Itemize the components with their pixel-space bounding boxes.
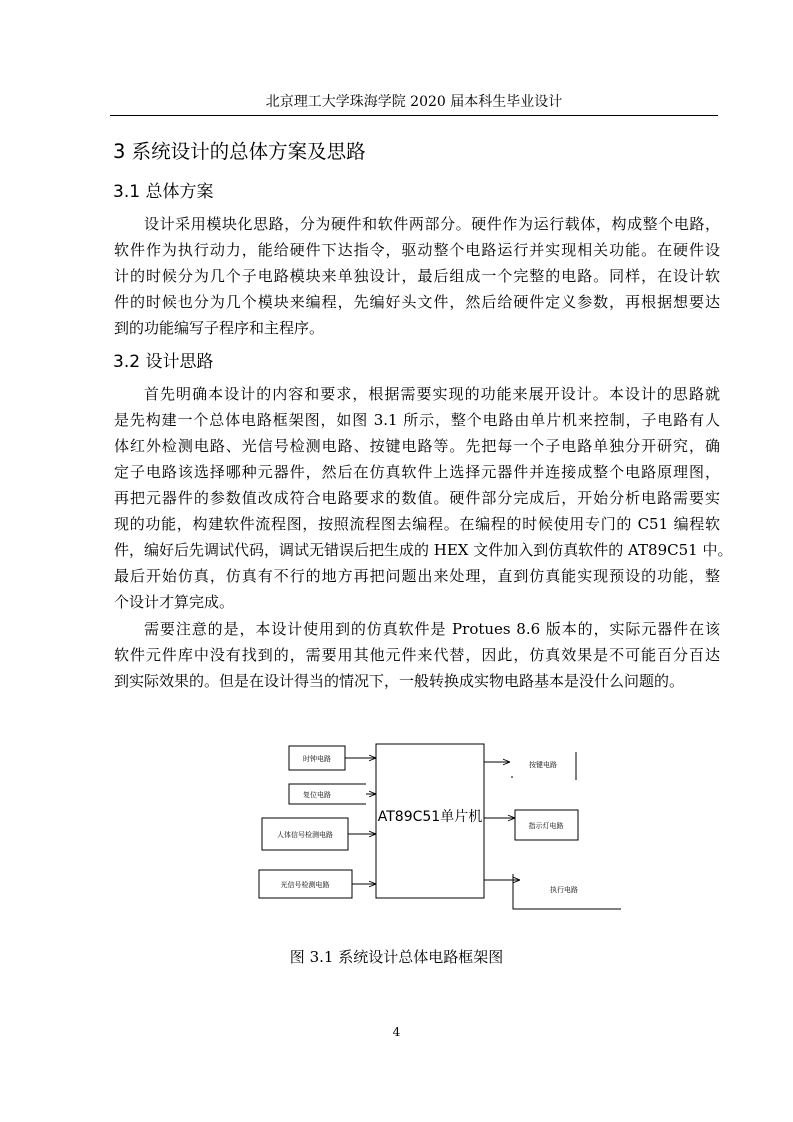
- text-line: 最后开始仿真，仿真有不行的地方再把问题出来处理，直到仿真能实现预设的功能，整: [114, 567, 720, 585]
- input-label: 复位电路: [303, 791, 331, 799]
- figure-caption: 图 3.1 系统设计总体电路框架图: [289, 948, 504, 966]
- output-label: 指示灯电路: [528, 822, 564, 830]
- text-line: 首先明确本设计的内容和要求，根据需要实现的功能来展开设计。本设计的思路就: [144, 385, 720, 403]
- text-line: 到实际效果的。但是在设计得当的情况下，一般转换成实物电路基本是没什么问题的。: [114, 672, 685, 690]
- output-label: 按键电路: [529, 761, 557, 769]
- mcu-label: AT89C51单片机: [377, 809, 483, 825]
- text-line: 现的功能，构建软件流程图，按照流程图去编程。在编程的时候使用专门的 C51 编程软: [114, 515, 720, 533]
- text-line: 软件作为执行动力，能给硬件下达指令，驱动整个电路运行并实现相关功能。在硬件设: [114, 241, 720, 259]
- running-header: 北京理工大学珠海学院 2020 届本科生毕业设计: [265, 94, 563, 110]
- text-line: 到的功能编写子程序和主程序。: [114, 319, 325, 337]
- text-line: 定子电路该选择哪种元器件，然后在仿真软件上选择元器件并连接成整个电路原理图，: [114, 463, 720, 481]
- text-line: 件，编好后先调试代码，调试无错误后把生成的 HEX 文件加入到仿真软件的 AT89C51 中。: [114, 541, 733, 559]
- text-line: 个设计才算完成。: [114, 593, 235, 611]
- text-line: 需要注意的是，本设计使用到的仿真软件是 Protues 8.6 版本的，实际元器件在该: [144, 620, 720, 638]
- text-line: 设计采用模块化思路，分为硬件和软件两部分。硬件作为运行载体，构成整个电路，: [144, 215, 720, 233]
- output-label: 执行电路: [550, 886, 578, 894]
- text-line: 软件元件库中没有找到的，需要用其他元件来代替，因此，仿真效果是不可能百分百达: [114, 646, 720, 664]
- subsection-title-3-1: 3.1 总体方案: [113, 182, 214, 202]
- section-title: 3 系统设计的总体方案及思路: [113, 140, 366, 163]
- page-number: 4: [392, 1025, 401, 1039]
- input-label: 光信号检测电路: [280, 881, 330, 889]
- input-label: 时钟电路: [303, 755, 331, 763]
- text-line: 体红外检测电路、光信号检测电路、按键电路等。先把每一个子电路单独分开研究，确: [114, 437, 720, 455]
- subsection-title-3-2: 3.2 设计思路: [113, 352, 214, 372]
- text-line: 是先构建一个总体电路框架图，如图 3.1 所示，整个电路由单片机来控制，子电路有人: [114, 411, 720, 429]
- text-line: 再把元器件的参数值改成符合电路要求的数值。硬件部分完成后，开始分析电路需要实: [114, 489, 720, 507]
- input-label: 人体信号检测电路: [277, 831, 333, 839]
- text-line: 计的时候分为几个子电路模块来单独设计，最后组成一个完整的电路。同样，在设计软: [114, 267, 720, 285]
- text-line: 件的时候也分为几个模块来编程，先编好头文件，然后给硬件定义参数，再根据想要达: [114, 293, 720, 311]
